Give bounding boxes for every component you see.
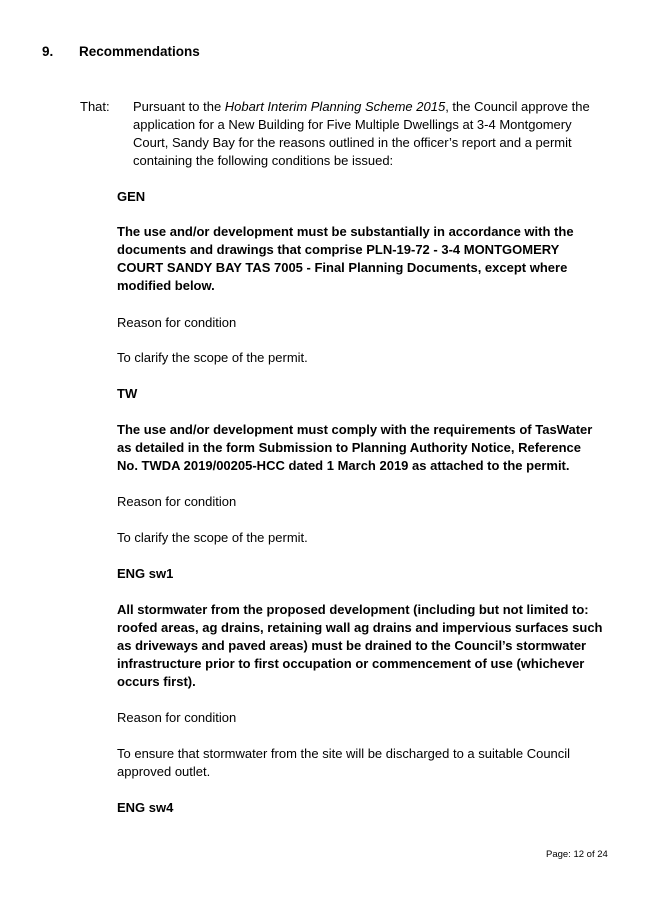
condition-text-line: roofed areas, ag drains, retaining wall ag drains and impervious surfaces such [117,620,603,635]
section-number: 9. [42,44,54,59]
condition-text-line: No. TWDA 2019/00205-HCC dated 1 March 2019 as attached to the permit. [117,458,570,473]
intro-text-before: Pursuant to the [133,99,225,114]
planning-scheme-name: Hobart Interim Planning Scheme 2015 [224,99,446,114]
condition-text-line: The use and/or development must comply with the requirements of TasWater [117,422,593,437]
condition-text-line: COURT SANDY BAY TAS 7005 - Final Planning Documents, except where [117,260,568,275]
reason-text: To clarify the scope of the permit. [117,530,308,545]
reason-text: To ensure that stormwater from the site will be discharged to a suitable Council [117,746,571,761]
condition-text-line: occurs first). [117,674,196,689]
condition-text-line: as driveways and paved areas) must be drained to the Council’s stormwater [117,638,587,653]
section-title: Recommendations [79,44,200,59]
intro-label: That: [80,99,110,114]
reason-label: Reason for condition [117,315,237,330]
intro-line-1 [133,98,590,116]
intro-text-after: , the Council approve the [445,99,590,114]
condition-code: ENG sw4 [117,800,174,815]
condition-text-line: infrastructure prior to first occupation or commencement of use (whichever [117,656,585,671]
intro-line: Court, Sandy Bay for the reasons outlined in the officer’s report and a permit [133,135,572,150]
reason-label: Reason for condition [117,710,237,725]
condition-code: TW [117,386,138,401]
reason-text: approved outlet. [117,764,211,779]
page-number: Page: 12 of 24 [546,849,608,860]
condition-text-line: modified below. [117,278,215,293]
condition-text-line: as detailed in the form Submission to Planning Authority Notice, Reference [117,440,581,455]
reason-label: Reason for condition [117,494,237,509]
condition-text-line: The use and/or development must be substantially in accordance with the [117,224,574,239]
intro-line: application for a New Building for Five Multiple Dwellings at 3-4 Montgomery [133,117,572,132]
reason-text: To clarify the scope of the permit. [117,350,308,365]
intro-line: containing the following conditions be issued: [133,153,394,168]
condition-text-line: documents and drawings that comprise PLN-19-72 - 3-4 MONTGOMERY [117,242,560,257]
condition-text-line: All stormwater from the proposed development (including but not limited to: [117,602,589,617]
condition-code: ENG sw1 [117,566,174,581]
condition-code: GEN [117,189,146,204]
